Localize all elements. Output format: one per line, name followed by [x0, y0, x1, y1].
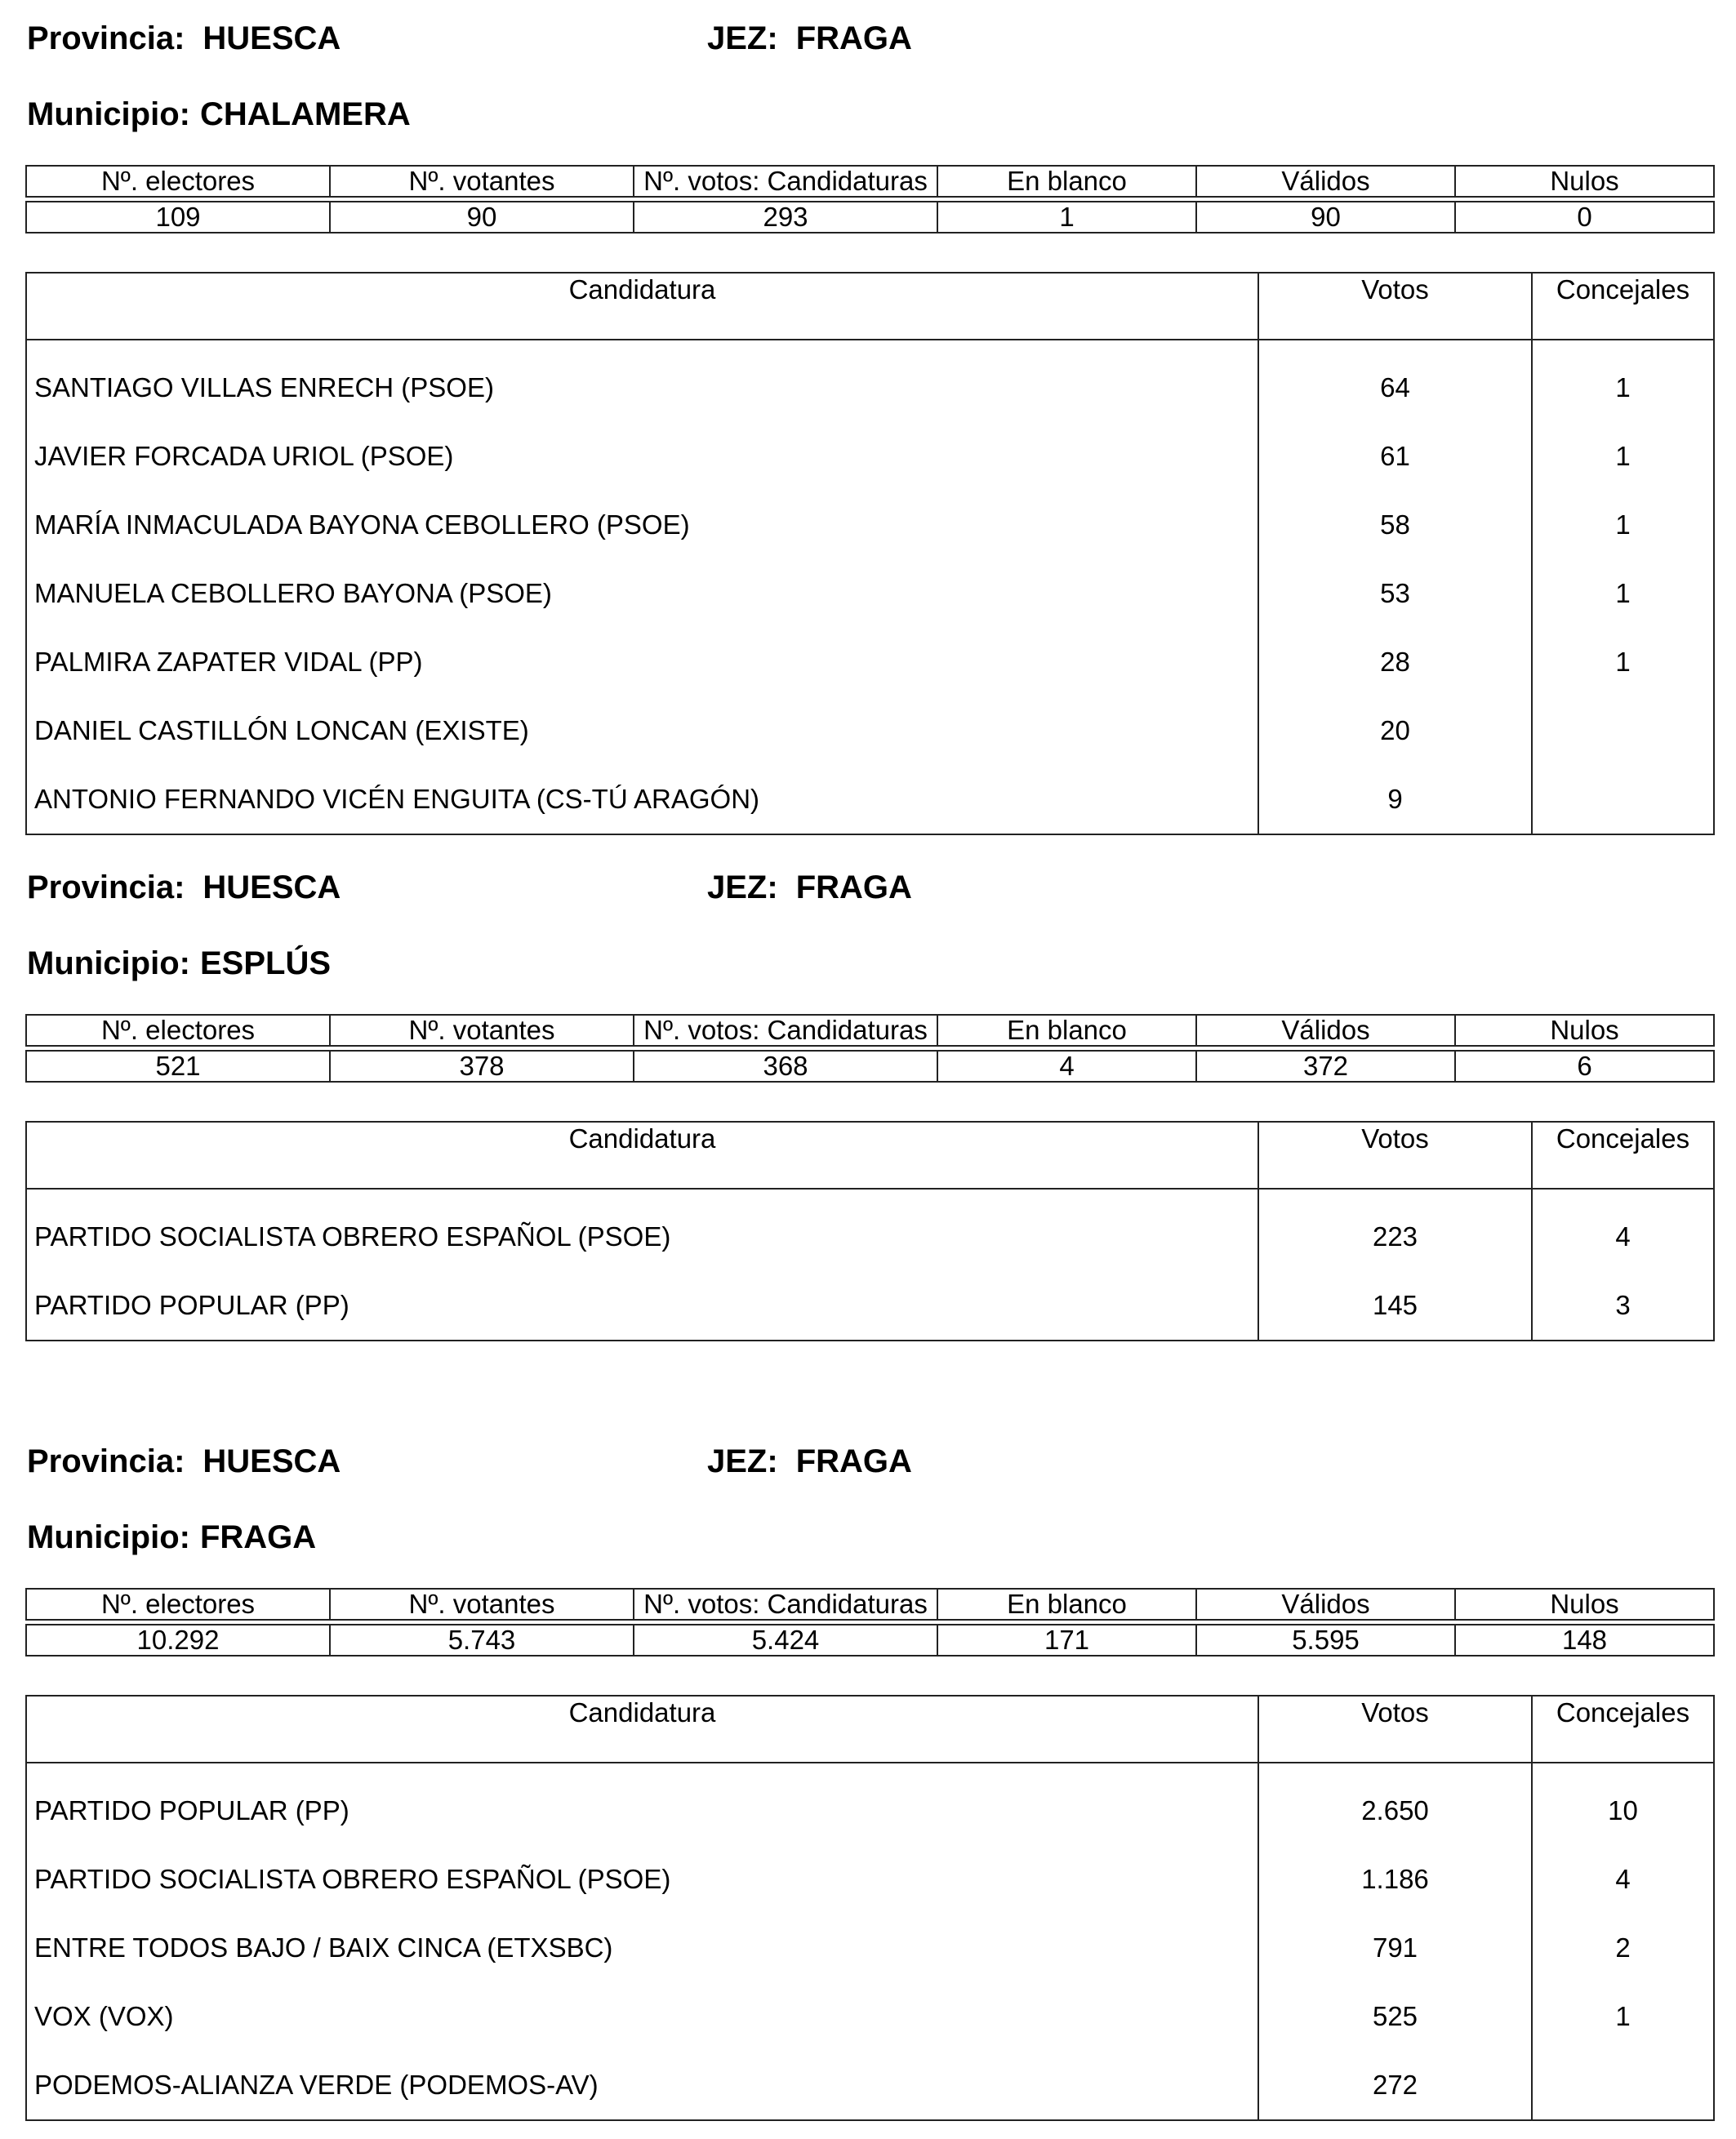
table-row [26, 1914, 1714, 1982]
table-row [26, 765, 1714, 834]
jez-label: JEZ: [707, 869, 778, 905]
results-table [25, 1695, 1715, 2121]
votos-value: 20 [1258, 696, 1532, 765]
concejales-value: 4 [1532, 1845, 1714, 1914]
table-row [26, 2051, 1714, 2120]
value-votantes: 378 [330, 1051, 634, 1082]
votos-value: 53 [1258, 559, 1532, 628]
value-votos-candidaturas: 368 [634, 1051, 937, 1082]
header-votos-candidaturas: Nº. votos: Candidaturas [634, 166, 937, 197]
header-votantes: Nº. votantes [330, 1015, 634, 1046]
municipio-label: Municipio: [27, 96, 190, 132]
header-votos-candidaturas: Nº. votos: Candidaturas [634, 1589, 937, 1620]
header-candidatura: Candidatura [26, 1122, 1258, 1189]
votos-value: 525 [1258, 1982, 1532, 2051]
provincia-line [27, 1445, 341, 1478]
votos-value: 58 [1258, 491, 1532, 559]
table-row [26, 1845, 1714, 1914]
results-header-row [26, 273, 1714, 340]
results-table [25, 1121, 1715, 1341]
votos-value: 223 [1258, 1189, 1532, 1271]
concejales-value: 1 [1532, 559, 1714, 628]
concejales-value: 4 [1532, 1189, 1714, 1271]
value-votantes: 5.743 [330, 1625, 634, 1656]
concejales-value [1532, 696, 1714, 765]
summary-value-row [26, 1625, 1714, 1656]
header-votos: Votos [1258, 1122, 1532, 1189]
provincia-label: Provincia: [27, 1443, 185, 1479]
header-concejales: Concejales [1532, 1122, 1714, 1189]
table-row [26, 1189, 1714, 1271]
jez-line [707, 22, 912, 55]
header-en-blanco: En blanco [937, 1015, 1196, 1046]
header-en-blanco: En blanco [937, 1589, 1196, 1620]
header-electores: Nº. electores [26, 166, 330, 197]
provincia-label: Provincia: [27, 20, 185, 56]
summary-header-row [26, 166, 1714, 197]
votos-value: 145 [1258, 1271, 1532, 1341]
votos-value: 2.650 [1258, 1763, 1532, 1845]
concejales-value: 1 [1532, 340, 1714, 422]
header-votantes: Nº. votantes [330, 1589, 634, 1620]
table-row [26, 340, 1714, 422]
header-validos: Válidos [1196, 166, 1455, 197]
header-votos: Votos [1258, 1696, 1532, 1763]
municipio-label: Municipio: [27, 1519, 190, 1555]
header-validos: Válidos [1196, 1589, 1455, 1620]
jez-line [707, 871, 912, 904]
summary-table [25, 165, 1715, 233]
jez-label: JEZ: [707, 1443, 778, 1479]
concejales-value: 1 [1532, 422, 1714, 491]
value-electores: 521 [26, 1051, 330, 1082]
summary-header-row [26, 1015, 1714, 1046]
candidatura-name: VOX (VOX) [26, 1982, 1258, 2051]
jez-value: FRAGA [795, 869, 912, 905]
concejales-value: 10 [1532, 1763, 1714, 1845]
candidatura-name: PARTIDO SOCIALISTA OBRERO ESPAÑOL (PSOE) [26, 1845, 1258, 1914]
value-validos: 90 [1196, 202, 1455, 233]
municipio-line [27, 98, 411, 131]
value-votantes: 90 [330, 202, 634, 233]
municipio-label: Municipio: [27, 945, 190, 981]
header-votantes: Nº. votantes [330, 166, 634, 197]
value-en-blanco: 171 [937, 1625, 1196, 1656]
header-electores: Nº. electores [26, 1589, 330, 1620]
header-candidatura: Candidatura [26, 1696, 1258, 1763]
header-concejales: Concejales [1532, 273, 1714, 340]
candidatura-name: PODEMOS-ALIANZA VERDE (PODEMOS-AV) [26, 2051, 1258, 2120]
table-row [26, 491, 1714, 559]
municipio-line [27, 1521, 316, 1554]
provincia-line [27, 871, 341, 904]
candidatura-name: MANUELA CEBOLLERO BAYONA (PSOE) [26, 559, 1258, 628]
header-nulos: Nulos [1455, 166, 1714, 197]
votos-value: 1.186 [1258, 1845, 1532, 1914]
candidatura-name: PARTIDO POPULAR (PP) [26, 1271, 1258, 1341]
jez-value: FRAGA [795, 1443, 912, 1479]
summary-value-row [26, 202, 1714, 233]
table-row [26, 1271, 1714, 1341]
value-electores: 109 [26, 202, 330, 233]
candidatura-name: PARTIDO SOCIALISTA OBRERO ESPAÑOL (PSOE) [26, 1189, 1258, 1271]
concejales-value: 1 [1532, 491, 1714, 559]
value-electores: 10.292 [26, 1625, 330, 1656]
votos-value: 272 [1258, 2051, 1532, 2120]
votos-value: 791 [1258, 1914, 1532, 1982]
value-en-blanco: 4 [937, 1051, 1196, 1082]
concejales-value: 1 [1532, 628, 1714, 696]
value-nulos: 148 [1455, 1625, 1714, 1656]
municipio-value: ESPLÚS [199, 945, 332, 981]
header-electores: Nº. electores [26, 1015, 330, 1046]
header-votos: Votos [1258, 273, 1532, 340]
votos-value: 61 [1258, 422, 1532, 491]
table-row [26, 1982, 1714, 2051]
table-row [26, 559, 1714, 628]
provincia-value: HUESCA [203, 1443, 341, 1479]
value-nulos: 6 [1455, 1051, 1714, 1082]
candidatura-name: PARTIDO POPULAR (PP) [26, 1763, 1258, 1845]
candidatura-name: JAVIER FORCADA URIOL (PSOE) [26, 422, 1258, 491]
provincia-label: Provincia: [27, 869, 185, 905]
results-header-row [26, 1696, 1714, 1763]
concejales-value: 3 [1532, 1271, 1714, 1341]
municipio-value: FRAGA [199, 1519, 317, 1555]
header-votos-candidaturas: Nº. votos: Candidaturas [634, 1015, 937, 1046]
header-en-blanco: En blanco [937, 166, 1196, 197]
concejales-value [1532, 2051, 1714, 2120]
candidatura-name: MARÍA INMACULADA BAYONA CEBOLLERO (PSOE) [26, 491, 1258, 559]
value-validos: 5.595 [1196, 1625, 1455, 1656]
header-validos: Válidos [1196, 1015, 1455, 1046]
summary-table [25, 1014, 1715, 1083]
summary-header-row [26, 1589, 1714, 1620]
jez-label: JEZ: [707, 20, 778, 56]
results-table [25, 272, 1715, 835]
summary-value-row [26, 1051, 1714, 1082]
concejales-value [1532, 765, 1714, 834]
value-nulos: 0 [1455, 202, 1714, 233]
votos-value: 28 [1258, 628, 1532, 696]
votos-value: 9 [1258, 765, 1532, 834]
votos-value: 64 [1258, 340, 1532, 422]
candidatura-name: PALMIRA ZAPATER VIDAL (PP) [26, 628, 1258, 696]
results-header-row [26, 1122, 1714, 1189]
header-concejales: Concejales [1532, 1696, 1714, 1763]
provincia-value: HUESCA [203, 20, 341, 56]
jez-value: FRAGA [795, 20, 912, 56]
provincia-value: HUESCA [203, 869, 341, 905]
candidatura-name: ANTONIO FERNANDO VICÉN ENGUITA (CS-TÚ ARAGÓN) [26, 765, 1258, 834]
candidatura-name: DANIEL CASTILLÓN LONCAN (EXISTE) [26, 696, 1258, 765]
value-votos-candidaturas: 293 [634, 202, 937, 233]
table-row [26, 696, 1714, 765]
concejales-value: 1 [1532, 1982, 1714, 2051]
header-candidatura: Candidatura [26, 273, 1258, 340]
value-votos-candidaturas: 5.424 [634, 1625, 937, 1656]
table-row [26, 628, 1714, 696]
header-nulos: Nulos [1455, 1015, 1714, 1046]
summary-table [25, 1588, 1715, 1657]
value-en-blanco: 1 [937, 202, 1196, 233]
table-row [26, 1763, 1714, 1845]
candidatura-name: ENTRE TODOS BAJO / BAIX CINCA (ETXSBC) [26, 1914, 1258, 1982]
concejales-value: 2 [1532, 1914, 1714, 1982]
jez-line [707, 1445, 912, 1478]
value-validos: 372 [1196, 1051, 1455, 1082]
municipio-line [27, 947, 331, 980]
table-row [26, 422, 1714, 491]
provincia-line [27, 22, 341, 55]
header-nulos: Nulos [1455, 1589, 1714, 1620]
municipio-value: CHALAMERA [199, 96, 411, 132]
candidatura-name: SANTIAGO VILLAS ENRECH (PSOE) [26, 340, 1258, 422]
